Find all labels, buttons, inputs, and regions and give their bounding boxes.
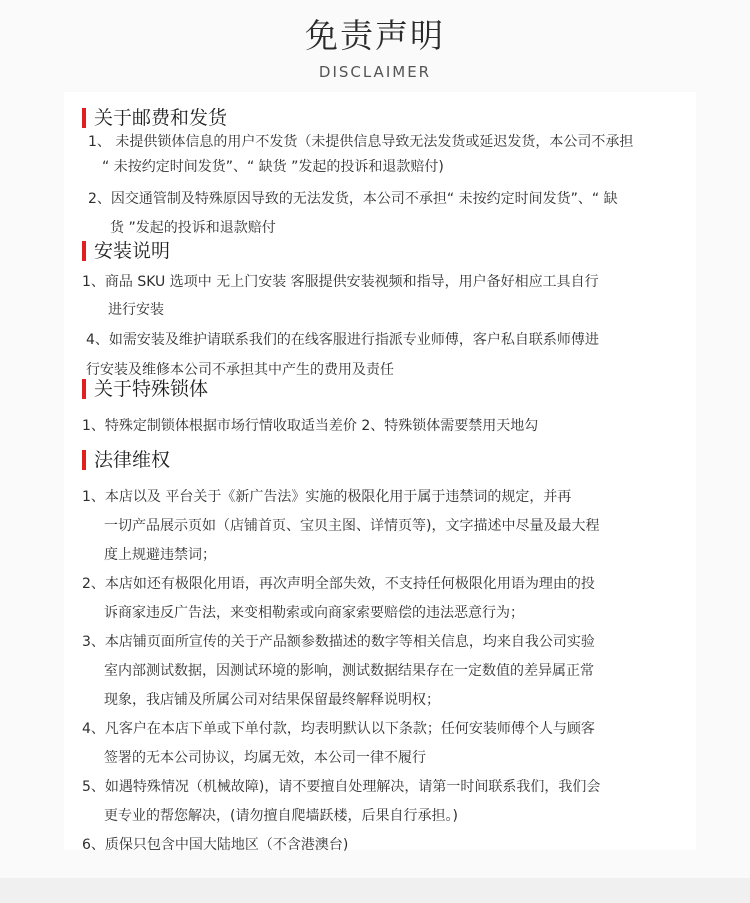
text-line: 进行安装 <box>108 302 164 318</box>
section-legal-text <box>82 483 682 860</box>
text-line: 4、凡客户在本店下单或下单付款，均表明默认以下条款；任何安装师傅个人与顾客 <box>82 721 595 737</box>
text-line: 2、因交通管制及特殊原因导致的无法发货，本公司不承担“ 未按约定时间发货”、“ 缺 <box>88 191 618 207</box>
text-line: 1、商品 SKU 选项中 无上门安装 客服提供安装视频和指导，用户备好相应工具自行 <box>82 274 599 290</box>
section-title: 关于邮费和发货 <box>94 107 228 129</box>
section-legal <box>82 448 170 472</box>
text-line: 签署的无本公司协议，均属无效，本公司一律不履行 <box>104 750 426 766</box>
section-title: 关于特殊锁体 <box>94 378 209 400</box>
section-marker <box>82 379 86 399</box>
text-line: 3、本店铺页面所宣传的关于产品额参数描述的数字等相关信息，均来自我公司实验 <box>82 634 595 650</box>
text-line: 室内部测试数据，因测试环境的影响，测试数据结果存在一定数值的差异属正常 <box>104 663 594 679</box>
text-line: 行安装及维修本公司不承担其中产生的费用及责任 <box>86 362 394 378</box>
text-line: 现象，我店铺及所属公司对结果保留最终解释说明权； <box>104 692 440 708</box>
section-title: 法律维权 <box>94 449 171 471</box>
text-line: 诉商家违反广告法，来变相勒索或向商家索要赔偿的违法恶意行为； <box>104 605 524 621</box>
text-line: 1、特殊定制锁体根据市场行情收取适当差价 2、特殊锁体需要禁用天地勾 <box>82 418 539 434</box>
section-marker <box>82 241 86 261</box>
section-special-locks <box>82 377 208 401</box>
section-shipping-text <box>82 128 682 240</box>
text-line: 1、 未提供锁体信息的用户不发货（未提供信息导致无法发货或延迟发货，本公司不承担 <box>88 134 634 150</box>
text-line: “ 未按约定时间发货”、“ 缺货 ”发起的投诉和退款赔付) <box>102 159 444 175</box>
section-title: 安装说明 <box>94 240 171 262</box>
page-title: 免责声明 <box>305 16 445 55</box>
header <box>0 0 750 82</box>
section-special-locks-text <box>82 412 682 440</box>
text-line: 货 ”发起的投诉和退款赔付 <box>110 220 276 236</box>
text-line: 2、本店如还有极限化用语，再次声明全部失效，不支持任何极限化用语为理由的投 <box>82 576 595 592</box>
section-marker <box>82 108 86 128</box>
section-installation <box>82 239 170 263</box>
text-line: 4、如需安装及维护请联系我们的在线客服进行指派专业师傅，客户私自联系师傅进 <box>86 332 599 348</box>
text-line: 度上规避违禁词； <box>104 547 216 563</box>
section-marker <box>82 450 86 470</box>
text-line: 更专业的帮您解决，(请勿擅自爬墙跃楼，后果自行承担。) <box>104 808 458 824</box>
text-line: 1、本店以及 平台关于《新广告法》实施的极限化用于属于违禁词的规定，并再 <box>82 489 572 505</box>
section-installation-text <box>82 268 682 384</box>
section-shipping <box>82 106 227 130</box>
page-subtitle: DISCLAIMER <box>318 63 432 81</box>
text-line: 5、如遇特殊情况（机械故障)，请不要擅自处理解决，请第一时间联系我们，我们会 <box>82 779 601 795</box>
text-line: 一切产品展示页如（店铺首页、宝贝主图、详情页等)，文字描述中尽量及最大程 <box>104 518 600 534</box>
text-line: 6、质保只包含中国大陆地区（不含港澳台) <box>82 837 349 853</box>
bottom-strip <box>0 878 750 903</box>
